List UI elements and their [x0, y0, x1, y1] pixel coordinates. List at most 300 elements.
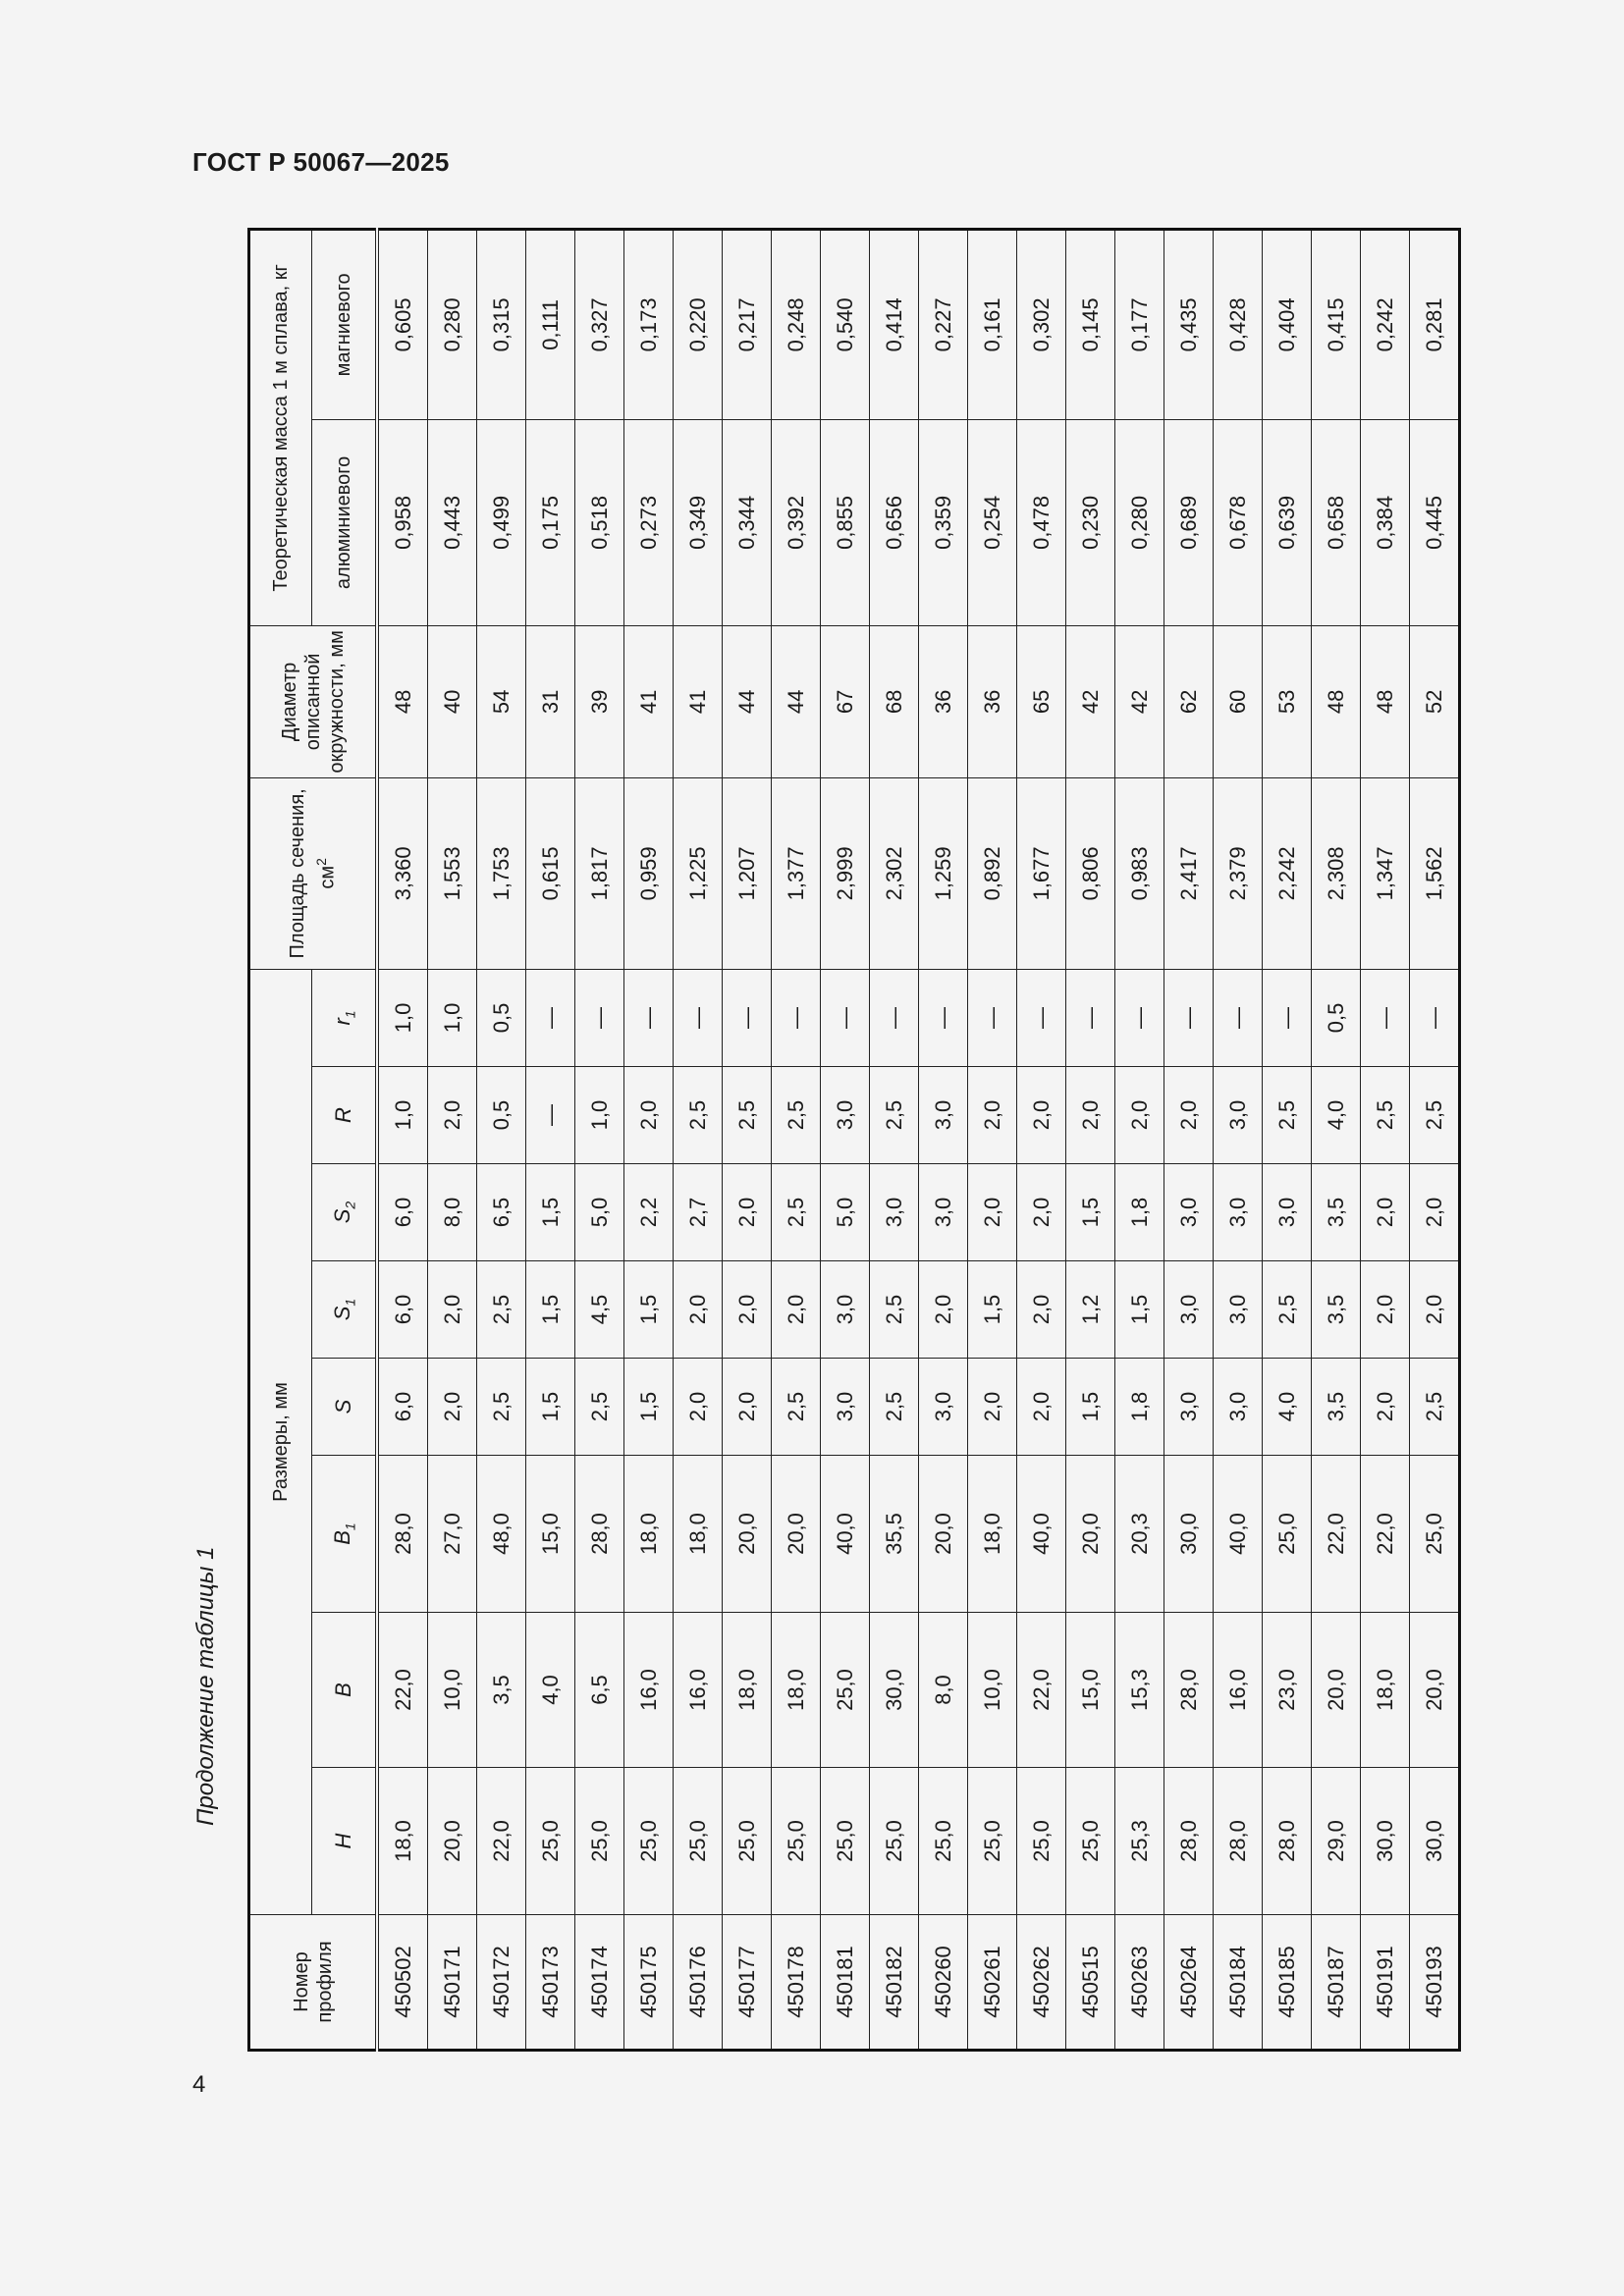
cell-profile-number: 450174: [575, 1915, 624, 2051]
cell-S2: 2,0: [1410, 1164, 1460, 1261]
cell-diameter: 41: [624, 625, 674, 777]
table-row: [1164, 229, 1214, 2050]
cell-R: 2,5: [723, 1067, 772, 1164]
cell-B1: 25,0: [1263, 1456, 1312, 1613]
cell-magnesium-mass: 0,428: [1214, 229, 1263, 419]
cell-B1: 40,0: [1017, 1456, 1066, 1613]
cell-area: 2,242: [1263, 777, 1312, 969]
cell-B: 15,3: [1115, 1613, 1164, 1768]
table-row: [1361, 229, 1410, 2050]
cell-magnesium-mass: 0,281: [1410, 229, 1460, 419]
cell-S1: 6,0: [377, 1261, 428, 1359]
cell-B1: 28,0: [377, 1456, 428, 1613]
cell-S2: 3,0: [1263, 1164, 1312, 1261]
cell-aluminum-mass: 0,678: [1214, 419, 1263, 625]
cell-area: 1,347: [1361, 777, 1410, 969]
cell-aluminum-mass: 0,658: [1312, 419, 1361, 625]
cell-H: 25,0: [723, 1768, 772, 1915]
cell-B1: 30,0: [1164, 1456, 1214, 1613]
cell-aluminum-mass: 0,518: [575, 419, 624, 625]
cell-diameter: 31: [526, 625, 575, 777]
cell-S1: 2,0: [1410, 1261, 1460, 1359]
cell-profile-number: 450177: [723, 1915, 772, 2051]
cell-diameter: 44: [723, 625, 772, 777]
cell-B1: 27,0: [428, 1456, 477, 1613]
cell-S: 2,0: [674, 1359, 723, 1456]
cell-diameter: 52: [1410, 625, 1460, 777]
cell-S: 4,0: [1263, 1359, 1312, 1456]
cell-S1: 4,5: [575, 1261, 624, 1359]
cell-B: 28,0: [1164, 1613, 1214, 1768]
cell-R: 2,0: [1115, 1067, 1164, 1164]
cell-S: 3,5: [1312, 1359, 1361, 1456]
cell-R: 2,0: [624, 1067, 674, 1164]
cell-S2: 2,0: [1361, 1164, 1410, 1261]
cell-H: 25,0: [821, 1768, 870, 1915]
cell-profile-number: 450182: [870, 1915, 919, 2051]
table-row: [526, 229, 575, 2050]
table-row: [1115, 229, 1164, 2050]
cell-H: 25,0: [526, 1768, 575, 1915]
cell-magnesium-mass: 0,414: [870, 229, 919, 419]
document-header: ГОСТ Р 50067—2025: [192, 147, 450, 177]
cell-B1: 20,0: [919, 1456, 968, 1613]
cell-H: 25,0: [870, 1768, 919, 1915]
table-row: [674, 229, 723, 2050]
cell-S2: 3,5: [1312, 1164, 1361, 1261]
cell-profile-number: 450515: [1066, 1915, 1115, 2051]
cell-r1: —: [821, 969, 870, 1066]
cell-magnesium-mass: 0,540: [821, 229, 870, 419]
cell-r1: —: [1214, 969, 1263, 1066]
cell-S: 1,5: [624, 1359, 674, 1456]
cell-r1: —: [1115, 969, 1164, 1066]
cell-magnesium-mass: 0,404: [1263, 229, 1312, 419]
cell-H: 25,0: [1017, 1768, 1066, 1915]
cell-R: 2,5: [1263, 1067, 1312, 1164]
cell-S1: 3,0: [1164, 1261, 1214, 1359]
cell-diameter: 48: [1361, 625, 1410, 777]
table-row: [477, 229, 526, 2050]
cell-R: 2,5: [1410, 1067, 1460, 1164]
cell-B: 18,0: [723, 1613, 772, 1768]
table-row: [1214, 229, 1263, 2050]
cell-profile-number: 450261: [968, 1915, 1017, 2051]
cell-B: 6,5: [575, 1613, 624, 1768]
cell-diameter: 48: [1312, 625, 1361, 777]
table-row: [772, 229, 821, 2050]
cell-magnesium-mass: 0,248: [772, 229, 821, 419]
cell-S: 2,5: [772, 1359, 821, 1456]
cell-profile-number: 450502: [377, 1915, 428, 2051]
cell-profile-number: 450173: [526, 1915, 575, 2051]
cell-S2: 5,0: [575, 1164, 624, 1261]
cell-B1: 20,0: [723, 1456, 772, 1613]
cell-magnesium-mass: 0,217: [723, 229, 772, 419]
header-area: Площадь сечения, $см^2$: [249, 777, 378, 969]
cell-profile-number: 450184: [1214, 1915, 1263, 2051]
table-row: [377, 229, 428, 2050]
cell-B: 22,0: [1017, 1613, 1066, 1768]
table-row: [1066, 229, 1115, 2050]
cell-S1: 1,5: [968, 1261, 1017, 1359]
cell-S1: 2,5: [870, 1261, 919, 1359]
cell-r1: —: [526, 969, 575, 1066]
cell-aluminum-mass: 0,384: [1361, 419, 1410, 625]
cell-S: 2,0: [1017, 1359, 1066, 1456]
cell-area: 3,360: [377, 777, 428, 969]
cell-diameter: 48: [377, 625, 428, 777]
header-R: R: [312, 1067, 378, 1164]
cell-r1: —: [575, 969, 624, 1066]
header-S: S: [312, 1359, 378, 1456]
cell-S2: 2,2: [624, 1164, 674, 1261]
cell-S2: 1,5: [526, 1164, 575, 1261]
cell-R: 1,0: [575, 1067, 624, 1164]
cell-magnesium-mass: 0,173: [624, 229, 674, 419]
table-row: [821, 229, 870, 2050]
cell-aluminum-mass: 0,230: [1066, 419, 1115, 625]
cell-diameter: 42: [1115, 625, 1164, 777]
cell-aluminum-mass: 0,349: [674, 419, 723, 625]
cell-R: 2,5: [870, 1067, 919, 1164]
cell-S1: 3,0: [821, 1261, 870, 1359]
table-row: [919, 229, 968, 2050]
table-row: [1410, 229, 1460, 2050]
cell-B1: 18,0: [624, 1456, 674, 1613]
cell-S1: 1,5: [1115, 1261, 1164, 1359]
cell-area: 1,225: [674, 777, 723, 969]
cell-profile-number: 450181: [821, 1915, 870, 2051]
cell-area: 0,959: [624, 777, 674, 969]
cell-aluminum-mass: 0,392: [772, 419, 821, 625]
cell-magnesium-mass: 0,242: [1361, 229, 1410, 419]
cell-H: 25,0: [1066, 1768, 1115, 1915]
cell-aluminum-mass: 0,478: [1017, 419, 1066, 625]
cell-R: 3,0: [821, 1067, 870, 1164]
cell-area: 2,302: [870, 777, 919, 969]
cell-diameter: 36: [919, 625, 968, 777]
cell-B: 25,0: [821, 1613, 870, 1768]
cell-B: 23,0: [1263, 1613, 1312, 1768]
cell-profile-number: 450262: [1017, 1915, 1066, 2051]
cell-B1: 28,0: [575, 1456, 624, 1613]
cell-aluminum-mass: 0,445: [1410, 419, 1460, 625]
cell-profile-number: 450175: [624, 1915, 674, 2051]
cell-magnesium-mass: 0,111: [526, 229, 575, 419]
cell-B1: 15,0: [526, 1456, 575, 1613]
cell-S2: 8,0: [428, 1164, 477, 1261]
cell-S: 3,0: [1164, 1359, 1214, 1456]
header-mass: Теоретическая масса 1 м сплава, кг: [249, 229, 312, 625]
table-row: [575, 229, 624, 2050]
cell-r1: —: [919, 969, 968, 1066]
cell-H: 30,0: [1361, 1768, 1410, 1915]
header-B: B: [312, 1613, 378, 1768]
cell-diameter: 41: [674, 625, 723, 777]
cell-magnesium-mass: 0,415: [1312, 229, 1361, 419]
cell-S1: 3,0: [1214, 1261, 1263, 1359]
cell-H: 29,0: [1312, 1768, 1361, 1915]
cell-magnesium-mass: 0,302: [1017, 229, 1066, 419]
cell-profile-number: 450176: [674, 1915, 723, 2051]
header-H: H: [312, 1768, 378, 1915]
cell-profile-number: 450191: [1361, 1915, 1410, 2051]
header-diameter: Диаметр описанной окружности, мм: [249, 625, 378, 777]
cell-area: 1,677: [1017, 777, 1066, 969]
cell-B: 4,0: [526, 1613, 575, 1768]
cell-diameter: 40: [428, 625, 477, 777]
cell-aluminum-mass: 0,855: [821, 419, 870, 625]
cell-profile-number: 450263: [1115, 1915, 1164, 2051]
cell-area: 0,892: [968, 777, 1017, 969]
cell-area: 2,999: [821, 777, 870, 969]
cell-B: 16,0: [1214, 1613, 1263, 1768]
cell-aluminum-mass: 0,344: [723, 419, 772, 625]
header-dimensions: Размеры, мм: [249, 969, 312, 1914]
cell-B1: 20,0: [1066, 1456, 1115, 1613]
header-aluminum: алюминиевого: [312, 419, 378, 625]
cell-area: 2,308: [1312, 777, 1361, 969]
cell-S2: 3,0: [919, 1164, 968, 1261]
cell-H: 20,0: [428, 1768, 477, 1915]
cell-S1: 2,0: [674, 1261, 723, 1359]
cell-aluminum-mass: 0,175: [526, 419, 575, 625]
cell-profile-number: 450178: [772, 1915, 821, 2051]
header-S2: $S_2$: [312, 1164, 378, 1261]
cell-diameter: 65: [1017, 625, 1066, 777]
table-row: [624, 229, 674, 2050]
cell-R: 3,0: [919, 1067, 968, 1164]
cell-r1: 1,0: [377, 969, 428, 1066]
cell-S1: 2,0: [1017, 1261, 1066, 1359]
cell-diameter: 53: [1263, 625, 1312, 777]
cell-diameter: 67: [821, 625, 870, 777]
cell-B: 3,5: [477, 1613, 526, 1768]
cell-area: 1,753: [477, 777, 526, 969]
cell-S1: 2,5: [1263, 1261, 1312, 1359]
cell-aluminum-mass: 0,254: [968, 419, 1017, 625]
cell-diameter: 39: [575, 625, 624, 777]
header-S1: $S_1$: [312, 1261, 378, 1359]
cell-B: 18,0: [772, 1613, 821, 1768]
cell-S: 3,0: [821, 1359, 870, 1456]
cell-area: 1,377: [772, 777, 821, 969]
cell-H: 25,0: [919, 1768, 968, 1915]
cell-profile-number: 450260: [919, 1915, 968, 2051]
cell-B: 8,0: [919, 1613, 968, 1768]
cell-magnesium-mass: 0,435: [1164, 229, 1214, 419]
cell-aluminum-mass: 0,656: [870, 419, 919, 625]
cell-S2: 3,0: [1214, 1164, 1263, 1261]
cell-H: 25,0: [772, 1768, 821, 1915]
cell-S1: 2,0: [723, 1261, 772, 1359]
cell-S: 2,0: [1361, 1359, 1410, 1456]
cell-H: 25,3: [1115, 1768, 1164, 1915]
cell-r1: 0,5: [477, 969, 526, 1066]
cell-S2: 2,7: [674, 1164, 723, 1261]
cell-R: 2,5: [1361, 1067, 1410, 1164]
cell-r1: —: [624, 969, 674, 1066]
cell-B: 22,0: [377, 1613, 428, 1768]
table-row: [723, 229, 772, 2050]
cell-area: 0,615: [526, 777, 575, 969]
cell-diameter: 54: [477, 625, 526, 777]
cell-magnesium-mass: 0,177: [1115, 229, 1164, 419]
cell-magnesium-mass: 0,605: [377, 229, 428, 419]
cell-S: 2,5: [575, 1359, 624, 1456]
cell-B1: 20,3: [1115, 1456, 1164, 1613]
cell-aluminum-mass: 0,280: [1115, 419, 1164, 625]
cell-B1: 25,0: [1410, 1456, 1460, 1613]
cell-B: 20,0: [1312, 1613, 1361, 1768]
cell-S2: 1,5: [1066, 1164, 1115, 1261]
cell-S2: 2,0: [723, 1164, 772, 1261]
cell-B1: 48,0: [477, 1456, 526, 1613]
cell-S: 2,0: [968, 1359, 1017, 1456]
cell-r1: —: [1066, 969, 1115, 1066]
cell-magnesium-mass: 0,280: [428, 229, 477, 419]
cell-diameter: 68: [870, 625, 919, 777]
cell-H: 18,0: [377, 1768, 428, 1915]
cell-S1: 2,5: [477, 1261, 526, 1359]
cell-B: 20,0: [1410, 1613, 1460, 1768]
cell-B1: 22,0: [1312, 1456, 1361, 1613]
cell-profile-number: 450187: [1312, 1915, 1361, 2051]
cell-R: 2,0: [1017, 1067, 1066, 1164]
cell-r1: —: [723, 969, 772, 1066]
cell-R: 2,5: [674, 1067, 723, 1164]
header-B1: $B_1$: [312, 1456, 378, 1613]
cell-S2: 6,5: [477, 1164, 526, 1261]
cell-r1: —: [1164, 969, 1214, 1066]
cell-B: 15,0: [1066, 1613, 1115, 1768]
cell-R: 4,0: [1312, 1067, 1361, 1164]
cell-diameter: 62: [1164, 625, 1214, 777]
cell-H: 30,0: [1410, 1768, 1460, 1915]
cell-area: 1,553: [428, 777, 477, 969]
header-profile-number: Номер профиля: [249, 1915, 378, 2051]
table-row: [870, 229, 919, 2050]
cell-area: 1,817: [575, 777, 624, 969]
cell-B: 10,0: [968, 1613, 1017, 1768]
cell-B: 16,0: [624, 1613, 674, 1768]
cell-B1: 40,0: [1214, 1456, 1263, 1613]
cell-H: 25,0: [575, 1768, 624, 1915]
cell-r1: —: [1361, 969, 1410, 1066]
cell-S1: 1,2: [1066, 1261, 1115, 1359]
cell-H: 25,0: [674, 1768, 723, 1915]
cell-B1: 20,0: [772, 1456, 821, 1613]
cell-S: 2,5: [477, 1359, 526, 1456]
cell-R: 3,0: [1214, 1067, 1263, 1164]
cell-area: 1,207: [723, 777, 772, 969]
cell-r1: —: [674, 969, 723, 1066]
cell-area: 2,379: [1214, 777, 1263, 969]
cell-magnesium-mass: 0,161: [968, 229, 1017, 419]
cell-magnesium-mass: 0,327: [575, 229, 624, 419]
table-body: [377, 229, 1460, 2050]
cell-area: 2,417: [1164, 777, 1214, 969]
cell-area: 1,562: [1410, 777, 1460, 969]
cell-aluminum-mass: 0,689: [1164, 419, 1214, 625]
cell-B1: 40,0: [821, 1456, 870, 1613]
cell-area: 0,806: [1066, 777, 1115, 969]
cell-S: 1,5: [526, 1359, 575, 1456]
cell-S: 2,5: [870, 1359, 919, 1456]
cell-R: —: [526, 1067, 575, 1164]
cell-S: 6,0: [377, 1359, 428, 1456]
table-row: [1263, 229, 1312, 2050]
cell-r1: —: [968, 969, 1017, 1066]
cell-aluminum-mass: 0,273: [624, 419, 674, 625]
table-row: [968, 229, 1017, 2050]
cell-S1: 2,0: [772, 1261, 821, 1359]
cell-r1: 1,0: [428, 969, 477, 1066]
cell-r1: —: [1263, 969, 1312, 1066]
cell-S1: 1,5: [526, 1261, 575, 1359]
cell-B1: 22,0: [1361, 1456, 1410, 1613]
cell-diameter: 44: [772, 625, 821, 777]
cell-B: 18,0: [1361, 1613, 1410, 1768]
cell-aluminum-mass: 0,958: [377, 419, 428, 625]
cell-R: 2,5: [772, 1067, 821, 1164]
cell-diameter: 60: [1214, 625, 1263, 777]
cell-S1: 1,5: [624, 1261, 674, 1359]
cell-R: 2,0: [1066, 1067, 1115, 1164]
cell-aluminum-mass: 0,443: [428, 419, 477, 625]
table-row: [1312, 229, 1361, 2050]
cell-S1: 2,0: [1361, 1261, 1410, 1359]
cell-S: 3,0: [1214, 1359, 1263, 1456]
cell-diameter: 36: [968, 625, 1017, 777]
cell-H: 28,0: [1164, 1768, 1214, 1915]
cell-aluminum-mass: 0,639: [1263, 419, 1312, 625]
cell-S1: 3,5: [1312, 1261, 1361, 1359]
cell-H: 25,0: [968, 1768, 1017, 1915]
cell-S2: 5,0: [821, 1164, 870, 1261]
cell-aluminum-mass: 0,359: [919, 419, 968, 625]
cell-S2: 2,5: [772, 1164, 821, 1261]
cell-R: 0,5: [477, 1067, 526, 1164]
cell-area: 1,259: [919, 777, 968, 969]
cell-S: 2,0: [723, 1359, 772, 1456]
cell-H: 28,0: [1263, 1768, 1312, 1915]
cell-R: 2,0: [1164, 1067, 1214, 1164]
cell-area: 0,983: [1115, 777, 1164, 969]
cell-S2: 3,0: [1164, 1164, 1214, 1261]
cell-B1: 18,0: [968, 1456, 1017, 1613]
cell-S2: 1,8: [1115, 1164, 1164, 1261]
cell-r1: —: [870, 969, 919, 1066]
cell-magnesium-mass: 0,220: [674, 229, 723, 419]
cell-B: 30,0: [870, 1613, 919, 1768]
cell-H: 25,0: [624, 1768, 674, 1915]
cell-magnesium-mass: 0,145: [1066, 229, 1115, 419]
cell-profile-number: 450264: [1164, 1915, 1214, 2051]
cell-B1: 18,0: [674, 1456, 723, 1613]
cell-B: 16,0: [674, 1613, 723, 1768]
cell-R: 2,0: [428, 1067, 477, 1164]
cell-aluminum-mass: 0,499: [477, 419, 526, 625]
cell-S: 2,5: [1410, 1359, 1460, 1456]
table-row: [428, 229, 477, 2050]
table-continuation-caption: Продолжение таблицы 1: [192, 1546, 219, 1826]
profile-table: [247, 228, 1461, 2052]
cell-magnesium-mass: 0,315: [477, 229, 526, 419]
cell-S: 3,0: [919, 1359, 968, 1456]
table-row: [1017, 229, 1066, 2050]
